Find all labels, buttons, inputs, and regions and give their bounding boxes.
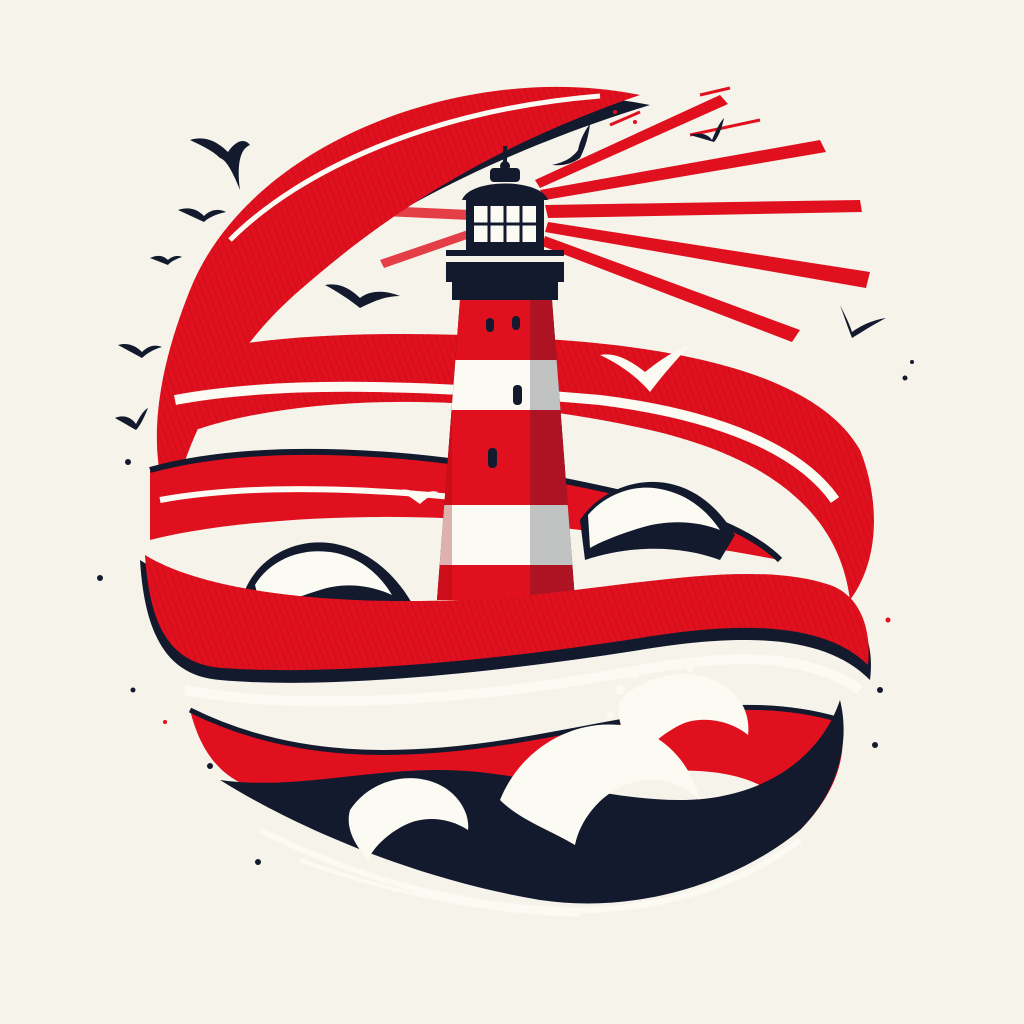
window (486, 318, 494, 332)
window (513, 385, 522, 405)
window (488, 448, 497, 468)
window (512, 316, 520, 330)
